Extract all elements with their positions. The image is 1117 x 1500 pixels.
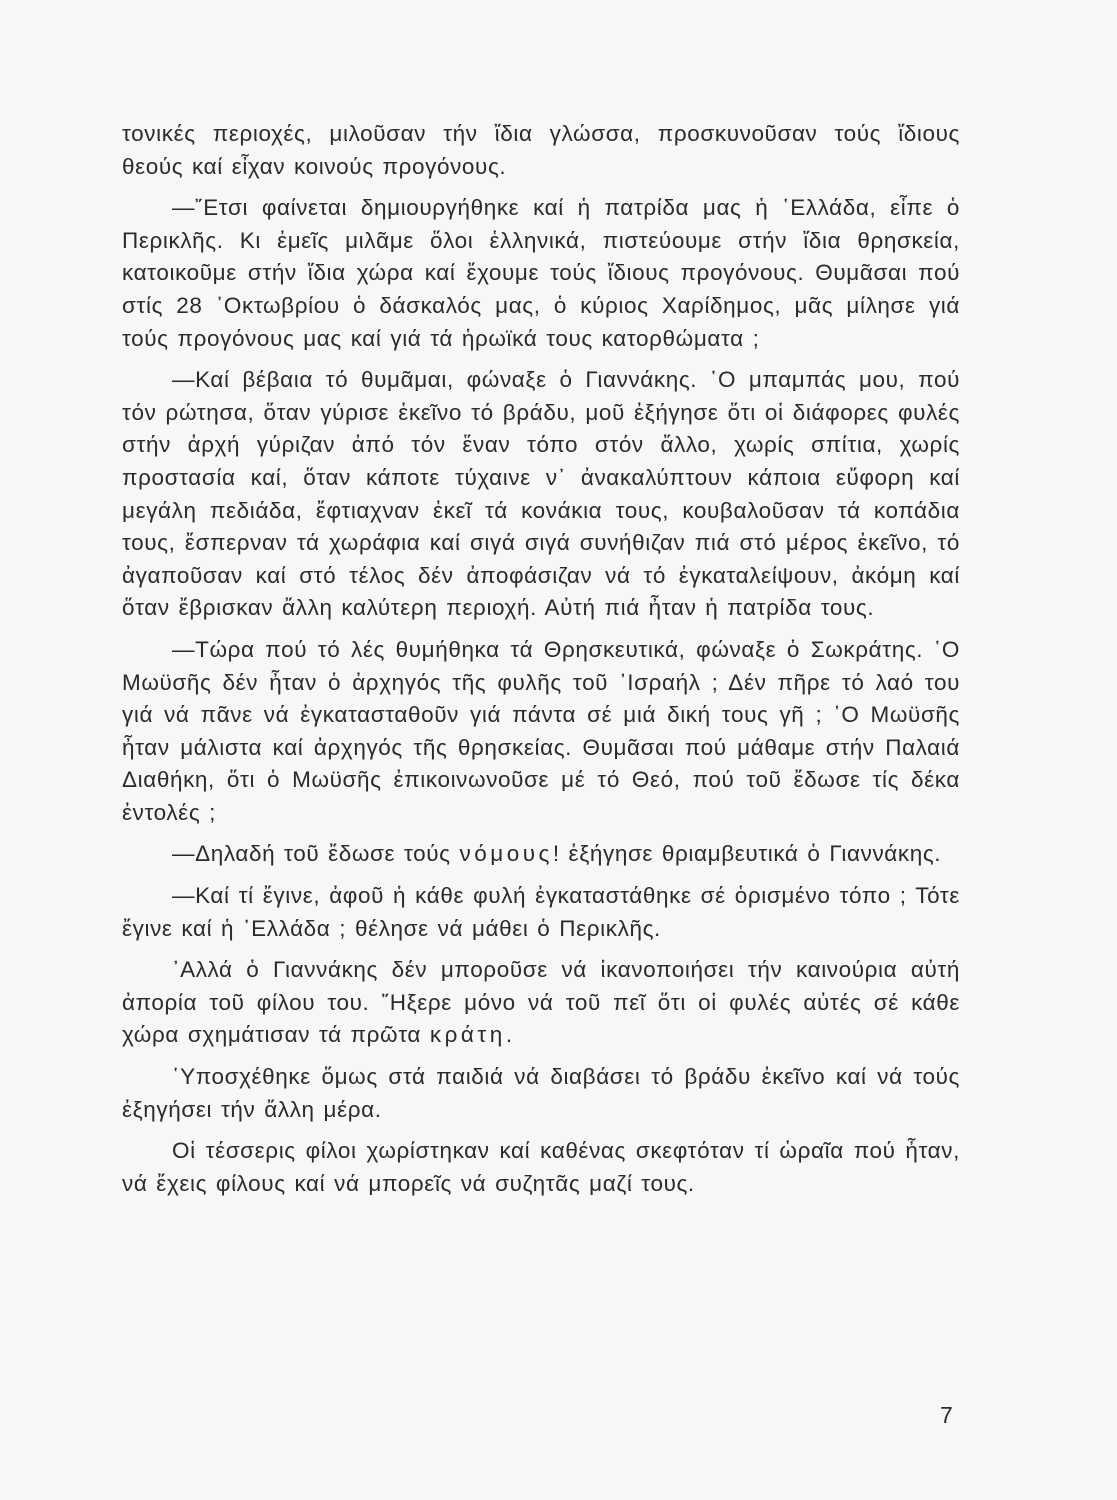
paragraph-9: Οἱ τέσσερις φίλοι χωρίστηκαν καί καθένας σκεφτόταν τί ὡραῖα πού ἦταν, νά ἔχεις φίλους καί νά μπορεῖς νά συζητᾶς μαζί τους. <box>122 1138 960 1196</box>
paragraph-7-text-b: . <box>505 1022 513 1048</box>
paragraph-2: —῎Ετσι φαίνεται δημιουργήθηκε καί ἡ πατρίδα μας ἡ ῾Ελλάδα, εἶπε ὁ Περικλῆς. Κι ἐμεῖς μιλᾶμε ὅλοι ἑλληνικά, πιστεύουμε στήν ἴδια θρησκεία, κατοικοῦμε στήν ἴδια χώρα καί ἔχουμε τούς ἴδιους προγόνους. Θυμᾶσαι πού στίς 28 ᾽Οκτωβρίου ὁ δάσκαλός μας, ὁ κύριος Χαρίδημος, μᾶς μίλησε γιά τούς προγόνους μας καί γιά τά ἡρωϊκά τους κατορθώματα ; <box>122 195 960 351</box>
page-body <box>122 118 960 1200</box>
paragraph-7 <box>122 954 960 1052</box>
paragraph-7-text-a: ᾽Αλλά ὁ Γιαννάκης δέν μποροῦσε νά ἱκανοποιήσει τήν καινούρια αὐτή ἀπορία τοῦ φίλου του. ῎Ηξερε μόνο νά τοῦ πεῖ ὅτι οἱ φυλές αὐτές σέ κάθε χώρα σχημάτισαν τά πρῶτα <box>122 957 960 1048</box>
paragraph-5 <box>122 838 960 871</box>
paragraph-5-text-a: —Δηλαδή τοῦ ἔδωσε τούς <box>172 841 460 867</box>
paragraph-8: ῾Υποσχέθηκε ὅμως στά παιδιά νά διαβάσει τό βράδυ ἐκεῖνο καί νά τούς ἐξηγήσει τήν ἄλλη μέρα. <box>122 1064 960 1122</box>
paragraph-4: —Τώρα πού τό λές θυμήθηκα τά Θρησκευτικά, φώναξε ὁ Σωκράτης. ῾Ο Μωϋσῆς δέν ἦταν ὁ ἀρχηγός τῆς φυλῆς τοῦ ᾽Ισραήλ ; Δέν πῆρε τό λαό του γιά νά πᾶνε νά ἐγκατασταθοῦν γιά πάντα σέ μιά δική τους γῆ ; ῾Ο Μωϋσῆς ἦταν μάλιστα καί ἀρχηγός τῆς θρησκείας. Θυμᾶσαι πού μάθαμε στήν Παλαιά Διαθήκη, ὅτι ὁ Μωϋσῆς ἐπικοινωνοῦσε μέ τό Θεό, πού τοῦ ἔδωσε τίς δέκα ἐντολές ; <box>122 636 960 825</box>
paragraph-6: —Καί τί ἔγινε, ἀφοῦ ἡ κάθε φυλή ἐγκαταστάθηκε σέ ὁρισμένο τόπο ; Τότε ἔγινε καί ἡ ῾Ελλάδα ; θέλησε νά μάθει ὁ Περικλῆς. <box>122 883 960 941</box>
paragraph-5-spaced-word: νόμους <box>459 841 553 867</box>
paragraph-5-text-b: ! ἐξήγησε θριαμβευτικά ὁ Γιαννάκης. <box>552 841 942 867</box>
paragraph-1: τονικές περιοχές, μιλοῦσαν τήν ἴδια γλώσσα, προσκυνοῦσαν τούς ἴδιους θεούς καί εἶχαν κοινούς προγόνους. <box>122 121 960 179</box>
paragraph-3: —Καί βέβαια τό θυμᾶμαι, φώναξε ὁ Γιαννάκης. ῾Ο μπαμπάς μου, πού τόν ρώτησα, ὅταν γύρισε ἐκεῖνο τό βράδυ, μοῦ ἐξήγησε ὅτι οἱ διάφορες φυλές στήν ἀρχή γύριζαν ἀπό τόν ἕναν τόπο στόν ἄλλο, χωρίς σπίτια, χωρίς προστασία καί, ὅταν κάποτε τύχαινε ν᾽ ἀνακαλύπτουν κάποια εὔφορη καί μεγάλη πεδιάδα, ἔφτιαχναν ἐκεῖ τά κονάκια τους, κουβαλοῦσαν τά κοπάδια τους, ἔσπερναν τά χωράφια καί σιγά σιγά συνήθιζαν πιά στό μέρος ἐκεῖνο, τό ἀγαποῦσαν καί στό τέλος δέν ἀποφάσιζαν νά τό ἐγκαταλείψουν, ἀκόμη καί ὅταν ἔβρισκαν ἄλλη καλύτερη περιοχή. Αὐτή πιά ἦταν ἡ πατρίδα τους. <box>122 367 960 621</box>
page-number: 7 <box>940 1402 953 1428</box>
paragraph-7-spaced-word: κράτη <box>429 1022 506 1048</box>
